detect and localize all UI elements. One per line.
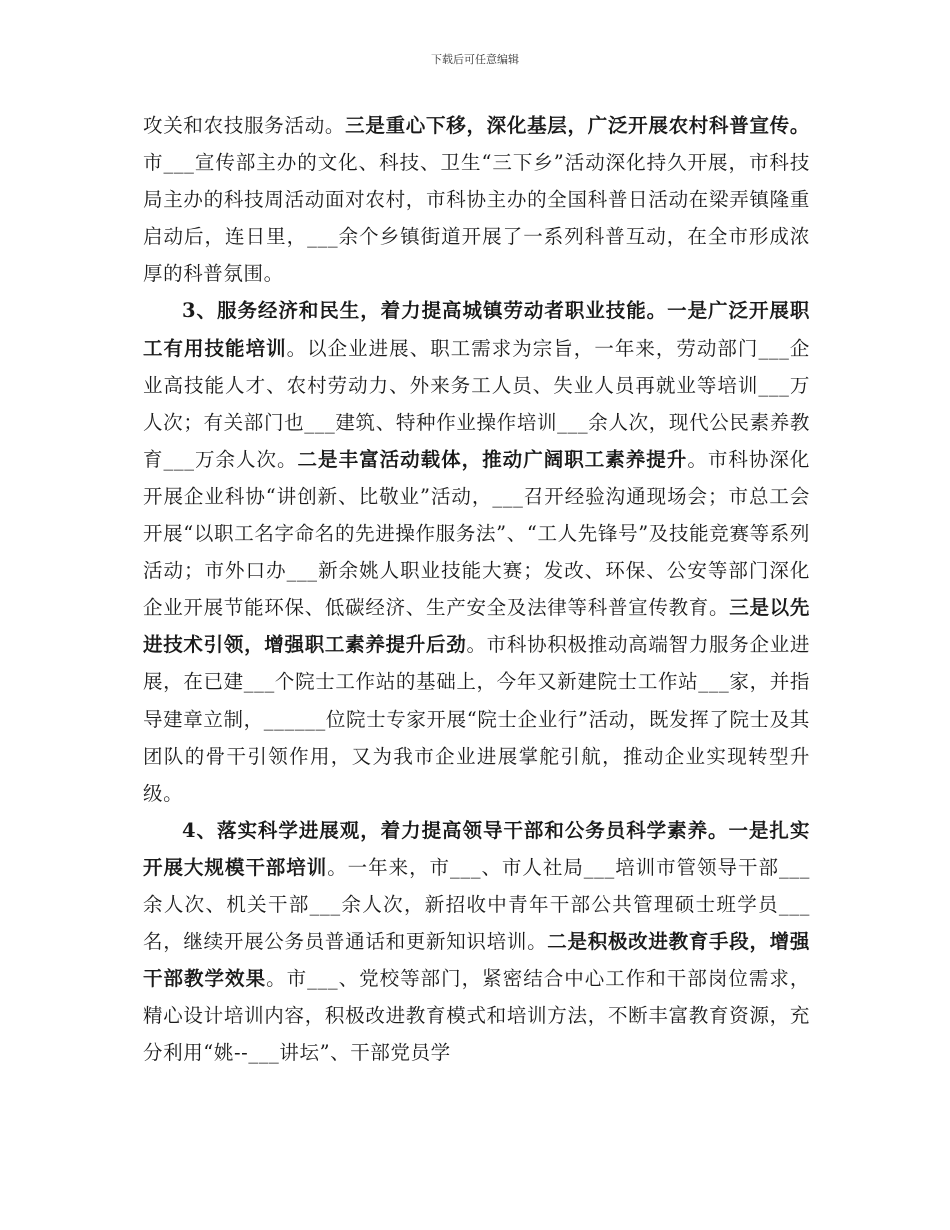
page-header-note: 下载后可任意编辑	[431, 53, 519, 66]
text-run: 。市科协深化开展企业科协“讲创新、比敬业”活动，___召开经验沟通现场会；市总工会开展“以职工名字命名的先进操作服务法”、“工人先锋号”及技能竞赛等系列活动；市外口办___新余姚人职业技能大赛；发改、环保、公安等部门深化企业开展节能环保、低碳经济、生产安全及法律等科普宣传教育。	[143, 447, 810, 620]
text-run: 。市科协积极推动高端智力服务企业进展，在已建___个院士工作站的基础上，今年又新建院士工作站___家，并指导建章立制，______位院士专家开展“院士企业行”活动，既发挥了院士及其团队的骨干引领作用，又为我市企业进展掌舵引航，推动企业实现转型升级。	[143, 633, 810, 805]
text-run: 。一年来，市___、市人社局___培训市管领导干部___余人次、机关干部___余人次，新招收中青年干部公共管理硕士班学员___名，继续开展公务员普通话和更新知识培训。	[143, 855, 810, 954]
text-run-bold: 三是重心下移，深化基层，广泛开展农村科普宣传。	[345, 114, 810, 137]
paragraph-1	[143, 107, 810, 292]
text-run-bold: 4、落实科学进展观，着力提高领导干部和公务员科学素养。一是扎实开展大规模干部培训	[143, 818, 810, 879]
paragraph-2	[143, 292, 810, 811]
text-run: 攻关和农技服务活动。	[143, 114, 346, 137]
text-run-bold: 3、服务经济和民生，着力提高城镇劳动者职业技能。一是广泛开展职工有用技能培训	[143, 299, 810, 360]
text-run-bold: 二是丰富活动载体，推动广阔职工素养提升	[297, 447, 688, 471]
text-run-bold: 二是积极改进教育手段，增强干部教学效果	[143, 930, 810, 991]
text-run: 。市___、党校等部门，紧密结合中心工作和干部岗位需求，精心设计培训内容，积极改进教育模式和培训方法，不断丰富教育资源，充分利用“姚--___讲坛”、干部党员学	[143, 967, 810, 1065]
text-run: 。以企业进展、职工需求为宗旨，一年来，劳动部门___企业高技能人才、农村劳动力、外来务工人员、失业人员再就业等培训___万人次；有关部门也___建筑、特种作业操作培训___余人次，现代公民素养教育___万余人次。	[143, 336, 811, 471]
paragraph-3	[143, 812, 810, 1072]
text-run: 市___宣传部主办的文化、科技、卫生“三下乡”活动深化持久开展，市科技局主办的科技周活动面对农村，市科协主办的全国科普日活动在梁弄镇隆重启动后，连日里，___余个乡镇街道开展了一系列科普互动，在全市形成浓厚的科普氛围。	[143, 151, 810, 286]
document-body	[143, 107, 810, 1071]
text-run-bold: 三是以先进技术引领，增强职工素养提升后劲	[143, 596, 810, 657]
